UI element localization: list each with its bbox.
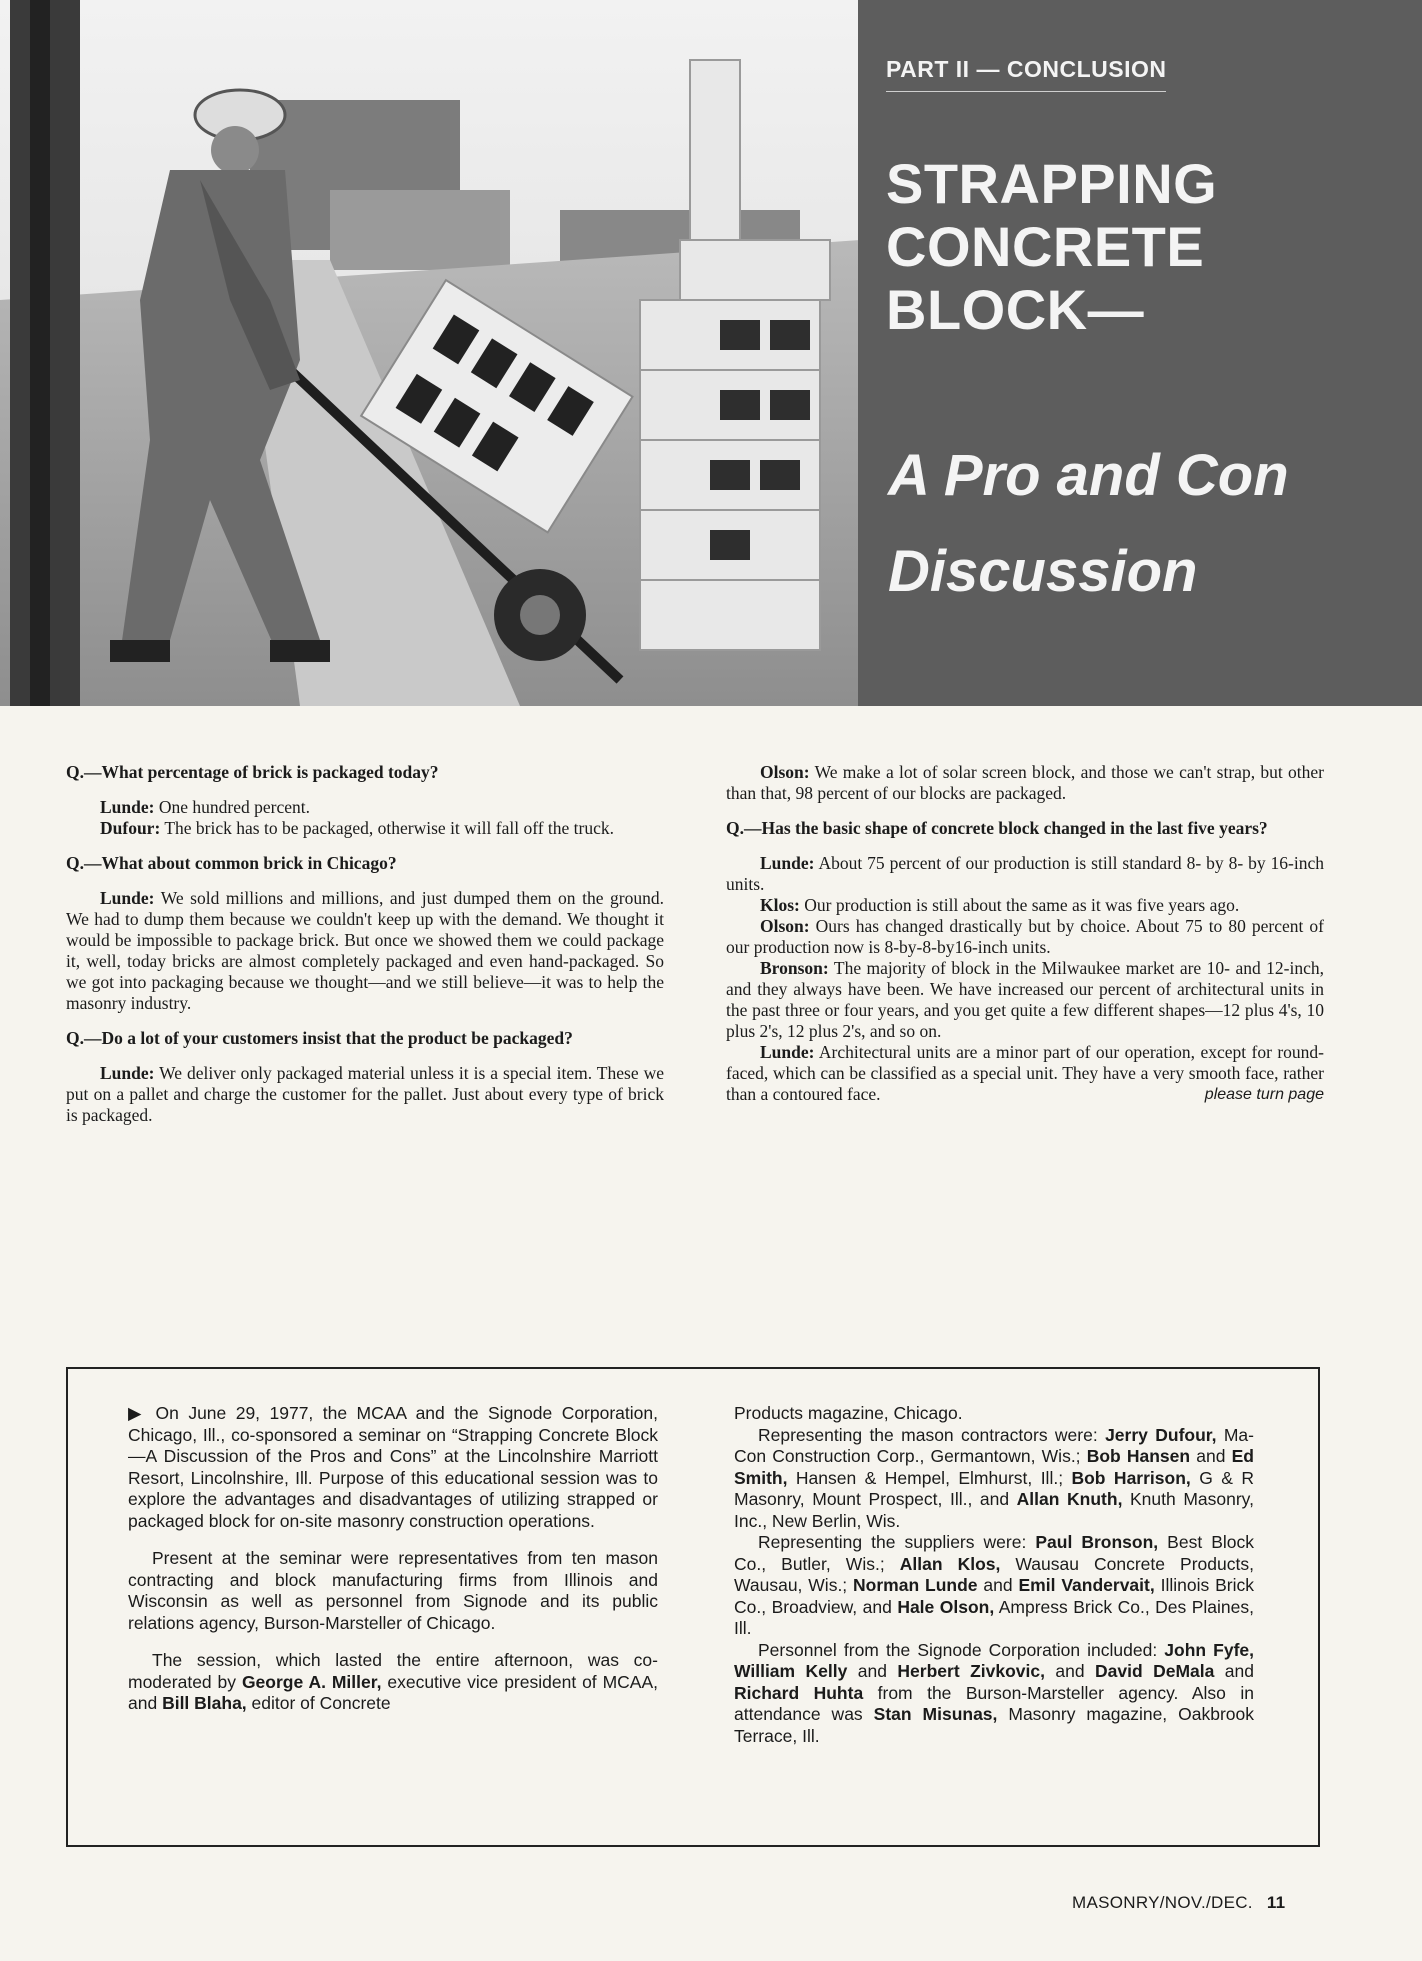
answer-text: The brick has to be packaged, otherwise it will fall off the truck. <box>160 818 615 838</box>
person-name: David DeMala <box>1095 1661 1215 1681</box>
answer <box>726 1042 1324 1105</box>
speaker: Klos: <box>760 895 800 915</box>
page-footer <box>1072 1893 1285 1913</box>
person-name: Ed Smith, <box>734 1446 1254 1488</box>
article-subhead <box>888 428 1289 620</box>
article-body <box>66 762 1324 1312</box>
sidebar-text: and <box>847 1661 898 1681</box>
sidebar-paragraph <box>734 1532 1254 1640</box>
person-name: Jerry Dufour, <box>1105 1424 1217 1445</box>
answer-text: We make a lot of solar screen block, and those we can't strap, but other than that, 98 percent of our blocks are packaged. <box>726 762 1324 803</box>
sidebar-text: Best Block Co., Butler, Wis.; <box>734 1532 1254 1574</box>
answer <box>726 762 1324 804</box>
answer-text: About 75 percent of our production is still standard 8- by 8- by 16-inch units. <box>726 853 1324 894</box>
sidebar-text: The session, which lasted the entire afternoon, was co-moderated by <box>128 1650 658 1692</box>
sidebar-paragraph <box>128 1650 658 1715</box>
answer <box>66 888 664 1014</box>
question: Q.—Do a lot of your customers insist that the product be packaged? <box>66 1028 573 1048</box>
sidebar-text: G & R Masonry, Mount Prospect, Ill., and <box>734 1467 1254 1509</box>
speaker: Olson: <box>760 762 810 782</box>
subhead-line: A Pro and Con <box>888 443 1289 508</box>
person-name: Bob Hansen <box>1086 1446 1191 1466</box>
answer <box>726 895 1324 916</box>
speaker: Lunde: <box>100 1063 155 1083</box>
sidebar-text: and <box>1190 1446 1232 1466</box>
question: Q.—What percentage of brick is packaged today? <box>66 762 439 782</box>
seminar-sidebar-box <box>66 1367 1320 1847</box>
speaker: Bronson: <box>760 958 829 978</box>
sidebar-text: Hansen & Hempel, Elmhurst, Ill.; <box>787 1467 1072 1488</box>
speaker: Lunde: <box>100 797 155 817</box>
sidebar-text: Representing the mason contractors were: <box>758 1424 1106 1445</box>
person-name: George A. Miller, <box>241 1671 382 1692</box>
article-headline <box>886 152 1217 341</box>
please-turn-page-link[interactable]: please turn page <box>1204 1086 1324 1103</box>
answer <box>66 797 664 818</box>
answer-text: Ours has changed drastically but by choice. About 75 to 80 percent of our production now is 8-by-8-by16-inch units. <box>726 916 1324 957</box>
series-kicker: PART II — CONCLUSION <box>886 56 1166 92</box>
sidebar-text: Wausau Concrete Products, Wausau, Wis.; <box>734 1553 1254 1595</box>
sidebar-paragraph: Products magazine, Chicago. <box>734 1403 963 1423</box>
person-name: John Fyfe, William Kelly <box>734 1639 1254 1681</box>
answer-text: Architectural units are a minor part of our operation, except for round-faced, which can be classified as a special unit. They have a very smooth face, rather than a contoured face. <box>726 1042 1324 1104</box>
sidebar-text: and <box>1044 1661 1096 1681</box>
person-name: Norman Lunde <box>853 1575 978 1595</box>
sidebar-paragraph: Present at the seminar were representatives from ten mason contracting and block manufacturing firms from Illinois and Wisconsin as well as personnel from Signode and its public relations agency, Burson-Marsteller of Chicago. <box>128 1548 658 1633</box>
sidebar-text: Knuth Masonry, Inc., New Berlin, Wis. <box>734 1489 1254 1531</box>
headline-line: STRAPPING <box>886 152 1218 215</box>
sidebar-text: Masonry magazine, Oakbrook Terrace, Ill. <box>734 1704 1254 1746</box>
speaker: Lunde: <box>760 853 815 873</box>
speaker: Dufour: <box>100 818 161 838</box>
sidebar-text: from the Burson-Marsteller agency. Also in attendance was <box>734 1682 1254 1724</box>
sidebar-text: Illinois Brick Co., Broadview, and <box>734 1575 1254 1617</box>
sidebar-paragraph <box>734 1425 1254 1533</box>
magazine-issue: MASONRY/NOV./DEC. <box>1072 1893 1253 1912</box>
answer-text: We deliver only packaged material unless it is a special item. These we put on a pallet and charge the customer for the pallet. Just about every type of brick is packaged. <box>66 1063 664 1125</box>
sidebar-text: Ampress Brick Co., Des Plaines, Ill. <box>734 1596 1254 1638</box>
answer-text: The majority of block in the Milwaukee market are 10- and 12-inch, and they always have been. We have increased our percent of architectural units in the past three or four years, and you get quite a few different shapes—12 plus 4's, 10 plus 2's, 12 plus 2's, and so on. <box>726 958 1324 1041</box>
person-name: Hale Olson, <box>897 1596 995 1617</box>
sidebar-text: and <box>1214 1661 1254 1681</box>
right-column <box>726 762 1324 1105</box>
person-name: Herbert Zivkovic, <box>897 1661 1045 1681</box>
sidebar-text: Ma-Con Construction Corp., Germantown, Wis.; <box>734 1424 1254 1466</box>
person-name: Richard Huhta <box>734 1682 864 1703</box>
page-number: 11 <box>1266 1893 1286 1912</box>
answer <box>66 1063 664 1126</box>
speaker: Olson: <box>760 916 810 936</box>
answer <box>726 853 1324 895</box>
person-name: Allan Klos, <box>899 1553 1001 1574</box>
person-name: Bill Blaha, <box>162 1693 247 1713</box>
subhead-line: Discussion <box>888 539 1198 604</box>
sidebar-text: editor of Concrete <box>246 1693 391 1713</box>
sidebar-text: and <box>977 1575 1019 1595</box>
sidebar-paragraph <box>734 1640 1254 1748</box>
headline-line: BLOCK— <box>886 278 1145 341</box>
answer <box>726 916 1324 958</box>
answer <box>66 818 664 839</box>
title-panel <box>858 0 1422 706</box>
question: Q.—Has the basic shape of concrete block changed in the last five years? <box>726 818 1268 838</box>
sidebar-text: Representing the suppliers were: <box>758 1532 1036 1552</box>
person-name: Bob Harrison, <box>1071 1467 1191 1488</box>
sidebar-left-column <box>128 1403 658 1731</box>
construction-photo-icon <box>0 0 860 706</box>
answer-text: One hundred percent. <box>154 797 310 817</box>
sidebar-text: executive vice president of MCAA, and <box>128 1671 658 1713</box>
sidebar-paragraph <box>128 1403 658 1532</box>
sidebar-text: On June 29, 1977, the MCAA and the Signode Corporation, Chicago, Ill., co-sponsored a seminar on “Strapping Concrete Block—A Discussion of the Pros and Cons” at the Lincolnshire Marriott Resort, Lincolnshire, Ill. Purpose of this educational session was to explore the advantages and disadvantages of utilizing strapped or packaged block for on-site masonry construction operations. <box>128 1403 658 1531</box>
person-name: Emil Vandervait, <box>1018 1575 1155 1595</box>
sidebar-right-column <box>734 1403 1254 1747</box>
arrow-bullet-icon: ▶ <box>128 1403 147 1423</box>
answer <box>726 958 1324 1042</box>
answer-text: Our production is still about the same as it was five years ago. <box>799 895 1240 915</box>
sidebar-text: Personnel from the Signode Corporation included: <box>758 1639 1165 1660</box>
person-name: Allan Knuth, <box>1016 1489 1123 1509</box>
person-name: Paul Bronson, <box>1035 1532 1159 1552</box>
left-column <box>66 762 664 1126</box>
hero <box>0 0 1422 706</box>
speaker: Lunde: <box>100 888 155 908</box>
worker-hand-truck-photo <box>0 0 860 706</box>
speaker: Lunde: <box>760 1042 815 1062</box>
answer-text: We sold millions and millions, and just dumped them on the ground. We had to dump them because we couldn't keep up with the demand. We thought it would be impossible to package brick. But once we showed them we could package it, well, today bricks are almost completely packaged and even hand-packaged. So we got into packaging because we thought—and we still believe—it was to help the masonry industry. <box>66 888 664 1013</box>
headline-line: CONCRETE <box>886 215 1205 278</box>
question: Q.—What about common brick in Chicago? <box>66 853 397 873</box>
person-name: Stan Misunas, <box>873 1704 998 1724</box>
